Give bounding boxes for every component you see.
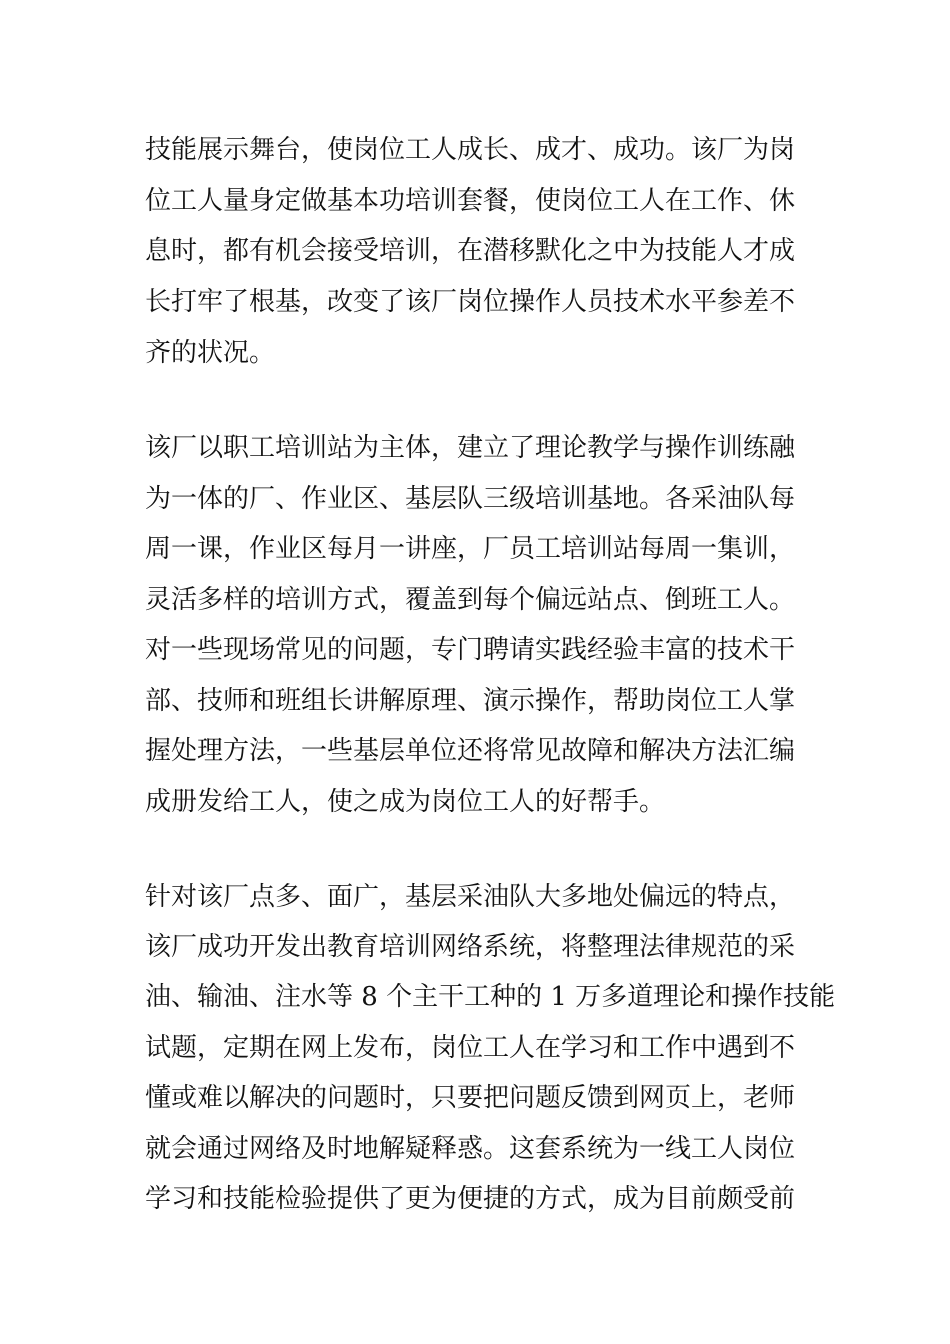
- text-line: 懂或难以解决的问题时，只要把问题反馈到网页上，老师: [145, 1083, 796, 1113]
- text-line: 为一体的厂、作业区、基层队三级培训基地。各采油队每: [145, 484, 796, 514]
- text-line: 周一课，作业区每月一讲座，厂员工培训站每周一集训，: [145, 534, 796, 564]
- text-line: 灵活多样的培训方式，覆盖到每个偏远站点、倒班工人。: [145, 585, 796, 615]
- text-line: 试题，定期在网上发布，岗位工人在学习和工作中遇到不: [145, 1033, 796, 1063]
- text-line: 长打牢了根基，改变了该厂岗位操作人员技术水平参差不: [145, 287, 796, 317]
- text-line: 息时，都有机会接受培训，在潜移默化之中为技能人才成: [145, 236, 796, 266]
- text-line: 握处理方法，一些基层单位还将常见故障和解决方法汇编: [145, 736, 796, 766]
- text-line: 就会通过网络及时地解疑释惑。这套系统为一线工人岗位: [145, 1134, 796, 1164]
- text-line: 油、输油、注水等 8 个主干工种的 1 万多道理论和操作技能: [145, 982, 836, 1012]
- text-line: 技能展示舞台，使岗位工人成长、成才、成功。该厂为岗: [145, 135, 796, 165]
- text-line: 针对该厂点多、面广，基层采油队大多地处偏远的特点，: [145, 882, 796, 912]
- text-line: 学习和技能检验提供了更为便捷的方式，成为目前颇受前: [145, 1184, 796, 1214]
- text-line: 部、技师和班组长讲解原理、演示操作，帮助岗位工人掌: [145, 686, 796, 716]
- text-line: 该厂以职工培训站为主体，建立了理论教学与操作训练融: [145, 433, 796, 463]
- text-line: 该厂成功开发出教育培训网络系统，将整理法律规范的采: [145, 932, 796, 962]
- text-line: 齐的状况。: [145, 338, 276, 368]
- text-line: 对一些现场常见的问题，专门聘请实践经验丰富的技术干: [145, 635, 796, 665]
- text-line: 成册发给工人，使之成为岗位工人的好帮手。: [145, 787, 666, 817]
- text-line: 位工人量身定做基本功培训套餐，使岗位工人在工作、休: [145, 186, 796, 216]
